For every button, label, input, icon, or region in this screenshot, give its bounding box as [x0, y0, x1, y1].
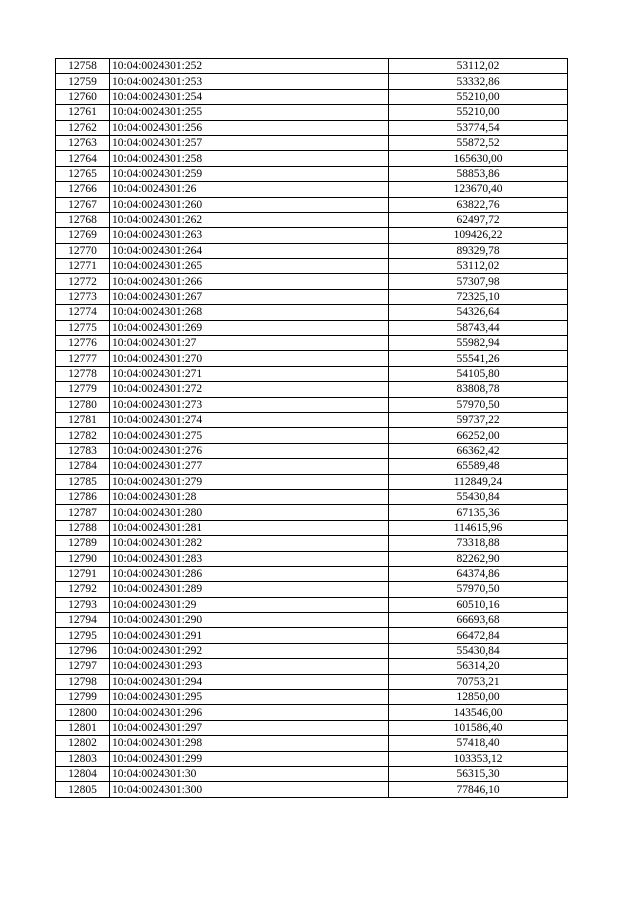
- table-row: [56, 366, 568, 381]
- table-row: [56, 690, 568, 705]
- table-row: [56, 505, 568, 520]
- table-row: [56, 151, 568, 166]
- cadastral-number-cell: 10:04:0024301:270: [110, 351, 389, 366]
- row-number-cell: 12758: [56, 59, 110, 74]
- row-number-cell: 12767: [56, 197, 110, 212]
- table-row: [56, 520, 568, 535]
- cadastral-number-cell: 10:04:0024301:279: [110, 474, 389, 489]
- table-row: [56, 489, 568, 504]
- value-cell: 54326,64: [389, 305, 568, 320]
- value-cell: 72325,10: [389, 289, 568, 304]
- row-number-cell: 12779: [56, 382, 110, 397]
- row-number-cell: 12800: [56, 705, 110, 720]
- table-row: [56, 74, 568, 89]
- cadastral-number-cell: 10:04:0024301:258: [110, 151, 389, 166]
- cadastral-number-cell: 10:04:0024301:273: [110, 397, 389, 412]
- table-row: [56, 105, 568, 120]
- cadastral-number-cell: 10:04:0024301:275: [110, 428, 389, 443]
- row-number-cell: 12776: [56, 336, 110, 351]
- row-number-cell: 12771: [56, 259, 110, 274]
- value-cell: 109426,22: [389, 228, 568, 243]
- value-cell: 103353,12: [389, 751, 568, 766]
- value-cell: 54105,80: [389, 366, 568, 381]
- value-cell: 114615,96: [389, 520, 568, 535]
- table-row: [56, 443, 568, 458]
- value-cell: 66252,00: [389, 428, 568, 443]
- value-cell: 12850,00: [389, 690, 568, 705]
- cadastral-number-cell: 10:04:0024301:300: [110, 782, 389, 797]
- row-number-cell: 12774: [56, 305, 110, 320]
- cadastral-number-cell: 10:04:0024301:286: [110, 566, 389, 581]
- cadastral-number-cell: 10:04:0024301:262: [110, 212, 389, 227]
- table-row: [56, 536, 568, 551]
- table-row: [56, 659, 568, 674]
- cadastral-number-cell: 10:04:0024301:30: [110, 766, 389, 781]
- value-cell: 55210,00: [389, 89, 568, 104]
- value-cell: 53112,02: [389, 259, 568, 274]
- row-number-cell: 12788: [56, 520, 110, 535]
- value-cell: 57418,40: [389, 736, 568, 751]
- cadastral-number-cell: 10:04:0024301:289: [110, 582, 389, 597]
- table-row: [56, 212, 568, 227]
- row-number-cell: 12785: [56, 474, 110, 489]
- row-number-cell: 12797: [56, 659, 110, 674]
- cadastral-number-cell: 10:04:0024301:297: [110, 720, 389, 735]
- cadastral-number-cell: 10:04:0024301:269: [110, 320, 389, 335]
- row-number-cell: 12777: [56, 351, 110, 366]
- value-cell: 89329,78: [389, 243, 568, 258]
- table-row: [56, 382, 568, 397]
- table-row: [56, 289, 568, 304]
- data-table-body: [56, 59, 568, 798]
- cadastral-number-cell: 10:04:0024301:296: [110, 705, 389, 720]
- value-cell: 56314,20: [389, 659, 568, 674]
- row-number-cell: 12789: [56, 536, 110, 551]
- value-cell: 73318,88: [389, 536, 568, 551]
- cadastral-number-cell: 10:04:0024301:272: [110, 382, 389, 397]
- row-number-cell: 12801: [56, 720, 110, 735]
- table-row: [56, 274, 568, 289]
- table-row: [56, 566, 568, 581]
- table-row: [56, 551, 568, 566]
- table-row: [56, 643, 568, 658]
- value-cell: 66362,42: [389, 443, 568, 458]
- value-cell: 55872,52: [389, 135, 568, 150]
- row-number-cell: 12775: [56, 320, 110, 335]
- value-cell: 57307,98: [389, 274, 568, 289]
- cadastral-number-cell: 10:04:0024301:260: [110, 197, 389, 212]
- value-cell: 55430,84: [389, 643, 568, 658]
- value-cell: 58853,86: [389, 166, 568, 181]
- table-row: [56, 628, 568, 643]
- table-row: [56, 166, 568, 181]
- cadastral-number-cell: 10:04:0024301:254: [110, 89, 389, 104]
- row-number-cell: 12760: [56, 89, 110, 104]
- cadastral-number-cell: 10:04:0024301:252: [110, 59, 389, 74]
- value-cell: 165630,00: [389, 151, 568, 166]
- value-cell: 67135,36: [389, 505, 568, 520]
- cadastral-number-cell: 10:04:0024301:271: [110, 366, 389, 381]
- row-number-cell: 12763: [56, 135, 110, 150]
- row-number-cell: 12762: [56, 120, 110, 135]
- row-number-cell: 12778: [56, 366, 110, 381]
- value-cell: 57970,50: [389, 397, 568, 412]
- cadastral-number-cell: 10:04:0024301:267: [110, 289, 389, 304]
- value-cell: 65589,48: [389, 459, 568, 474]
- cadastral-number-cell: 10:04:0024301:282: [110, 536, 389, 551]
- table-row: [56, 120, 568, 135]
- cadastral-number-cell: 10:04:0024301:27: [110, 336, 389, 351]
- row-number-cell: 12799: [56, 690, 110, 705]
- cadastral-number-cell: 10:04:0024301:276: [110, 443, 389, 458]
- table-row: [56, 351, 568, 366]
- cadastral-number-cell: 10:04:0024301:26: [110, 182, 389, 197]
- value-cell: 55210,00: [389, 105, 568, 120]
- cadastral-number-cell: 10:04:0024301:256: [110, 120, 389, 135]
- row-number-cell: 12783: [56, 443, 110, 458]
- table-row: [56, 582, 568, 597]
- cadastral-number-cell: 10:04:0024301:281: [110, 520, 389, 535]
- table-row: [56, 397, 568, 412]
- row-number-cell: 12805: [56, 782, 110, 797]
- table-row: [56, 259, 568, 274]
- row-number-cell: 12764: [56, 151, 110, 166]
- value-cell: 55541,26: [389, 351, 568, 366]
- table-row: [56, 197, 568, 212]
- cadastral-number-cell: 10:04:0024301:280: [110, 505, 389, 520]
- row-number-cell: 12780: [56, 397, 110, 412]
- cadastral-number-cell: 10:04:0024301:291: [110, 628, 389, 643]
- cadastral-number-cell: 10:04:0024301:266: [110, 274, 389, 289]
- value-cell: 64374,86: [389, 566, 568, 581]
- value-cell: 66693,68: [389, 613, 568, 628]
- row-number-cell: 12782: [56, 428, 110, 443]
- row-number-cell: 12769: [56, 228, 110, 243]
- table-row: [56, 674, 568, 689]
- cadastral-number-cell: 10:04:0024301:28: [110, 489, 389, 504]
- row-number-cell: 12773: [56, 289, 110, 304]
- row-number-cell: 12791: [56, 566, 110, 581]
- row-number-cell: 12792: [56, 582, 110, 597]
- cadastral-number-cell: 10:04:0024301:295: [110, 690, 389, 705]
- cadastral-number-cell: 10:04:0024301:265: [110, 259, 389, 274]
- data-table: [55, 58, 568, 798]
- table-row: [56, 597, 568, 612]
- row-number-cell: 12784: [56, 459, 110, 474]
- row-number-cell: 12798: [56, 674, 110, 689]
- table-row: [56, 613, 568, 628]
- cadastral-number-cell: 10:04:0024301:257: [110, 135, 389, 150]
- cadastral-number-cell: 10:04:0024301:299: [110, 751, 389, 766]
- row-number-cell: 12790: [56, 551, 110, 566]
- value-cell: 56315,30: [389, 766, 568, 781]
- value-cell: 53332,86: [389, 74, 568, 89]
- row-number-cell: 12795: [56, 628, 110, 643]
- cadastral-number-cell: 10:04:0024301:283: [110, 551, 389, 566]
- table-row: [56, 305, 568, 320]
- value-cell: 77846,10: [389, 782, 568, 797]
- cadastral-number-cell: 10:04:0024301:253: [110, 74, 389, 89]
- cadastral-number-cell: 10:04:0024301:293: [110, 659, 389, 674]
- table-row: [56, 412, 568, 427]
- row-number-cell: 12794: [56, 613, 110, 628]
- table-row: [56, 782, 568, 797]
- table-row: [56, 182, 568, 197]
- cadastral-number-cell: 10:04:0024301:274: [110, 412, 389, 427]
- value-cell: 66472,84: [389, 628, 568, 643]
- row-number-cell: 12766: [56, 182, 110, 197]
- value-cell: 53774,54: [389, 120, 568, 135]
- cadastral-number-cell: 10:04:0024301:29: [110, 597, 389, 612]
- value-cell: 112849,24: [389, 474, 568, 489]
- value-cell: 70753,21: [389, 674, 568, 689]
- row-number-cell: 12761: [56, 105, 110, 120]
- row-number-cell: 12770: [56, 243, 110, 258]
- table-row: [56, 336, 568, 351]
- table-row: [56, 474, 568, 489]
- value-cell: 57970,50: [389, 582, 568, 597]
- value-cell: 83808,78: [389, 382, 568, 397]
- value-cell: 55982,94: [389, 336, 568, 351]
- cadastral-number-cell: 10:04:0024301:259: [110, 166, 389, 181]
- row-number-cell: 12772: [56, 274, 110, 289]
- row-number-cell: 12796: [56, 643, 110, 658]
- row-number-cell: 12765: [56, 166, 110, 181]
- cadastral-number-cell: 10:04:0024301:298: [110, 736, 389, 751]
- cadastral-number-cell: 10:04:0024301:294: [110, 674, 389, 689]
- table-row: [56, 720, 568, 735]
- table-row: [56, 135, 568, 150]
- table-row: [56, 766, 568, 781]
- table-row: [56, 736, 568, 751]
- table-row: [56, 228, 568, 243]
- cadastral-number-cell: 10:04:0024301:277: [110, 459, 389, 474]
- table-row: [56, 428, 568, 443]
- value-cell: 143546,00: [389, 705, 568, 720]
- value-cell: 62497,72: [389, 212, 568, 227]
- row-number-cell: 12781: [56, 412, 110, 427]
- row-number-cell: 12786: [56, 489, 110, 504]
- row-number-cell: 12802: [56, 736, 110, 751]
- value-cell: 82262,90: [389, 551, 568, 566]
- cadastral-number-cell: 10:04:0024301:292: [110, 643, 389, 658]
- value-cell: 59737,22: [389, 412, 568, 427]
- row-number-cell: 12787: [56, 505, 110, 520]
- cadastral-number-cell: 10:04:0024301:268: [110, 305, 389, 320]
- row-number-cell: 12768: [56, 212, 110, 227]
- table-row: [56, 243, 568, 258]
- row-number-cell: 12793: [56, 597, 110, 612]
- value-cell: 58743,44: [389, 320, 568, 335]
- table-row: [56, 459, 568, 474]
- table-row: [56, 751, 568, 766]
- table-row: [56, 89, 568, 104]
- cadastral-number-cell: 10:04:0024301:264: [110, 243, 389, 258]
- table-row: [56, 320, 568, 335]
- row-number-cell: 12804: [56, 766, 110, 781]
- value-cell: 123670,40: [389, 182, 568, 197]
- row-number-cell: 12759: [56, 74, 110, 89]
- value-cell: 55430,84: [389, 489, 568, 504]
- cadastral-number-cell: 10:04:0024301:255: [110, 105, 389, 120]
- cadastral-number-cell: 10:04:0024301:290: [110, 613, 389, 628]
- value-cell: 60510,16: [389, 597, 568, 612]
- table-row: [56, 705, 568, 720]
- value-cell: 53112,02: [389, 59, 568, 74]
- value-cell: 63822,76: [389, 197, 568, 212]
- table-row: [56, 59, 568, 74]
- cadastral-number-cell: 10:04:0024301:263: [110, 228, 389, 243]
- row-number-cell: 12803: [56, 751, 110, 766]
- value-cell: 101586,40: [389, 720, 568, 735]
